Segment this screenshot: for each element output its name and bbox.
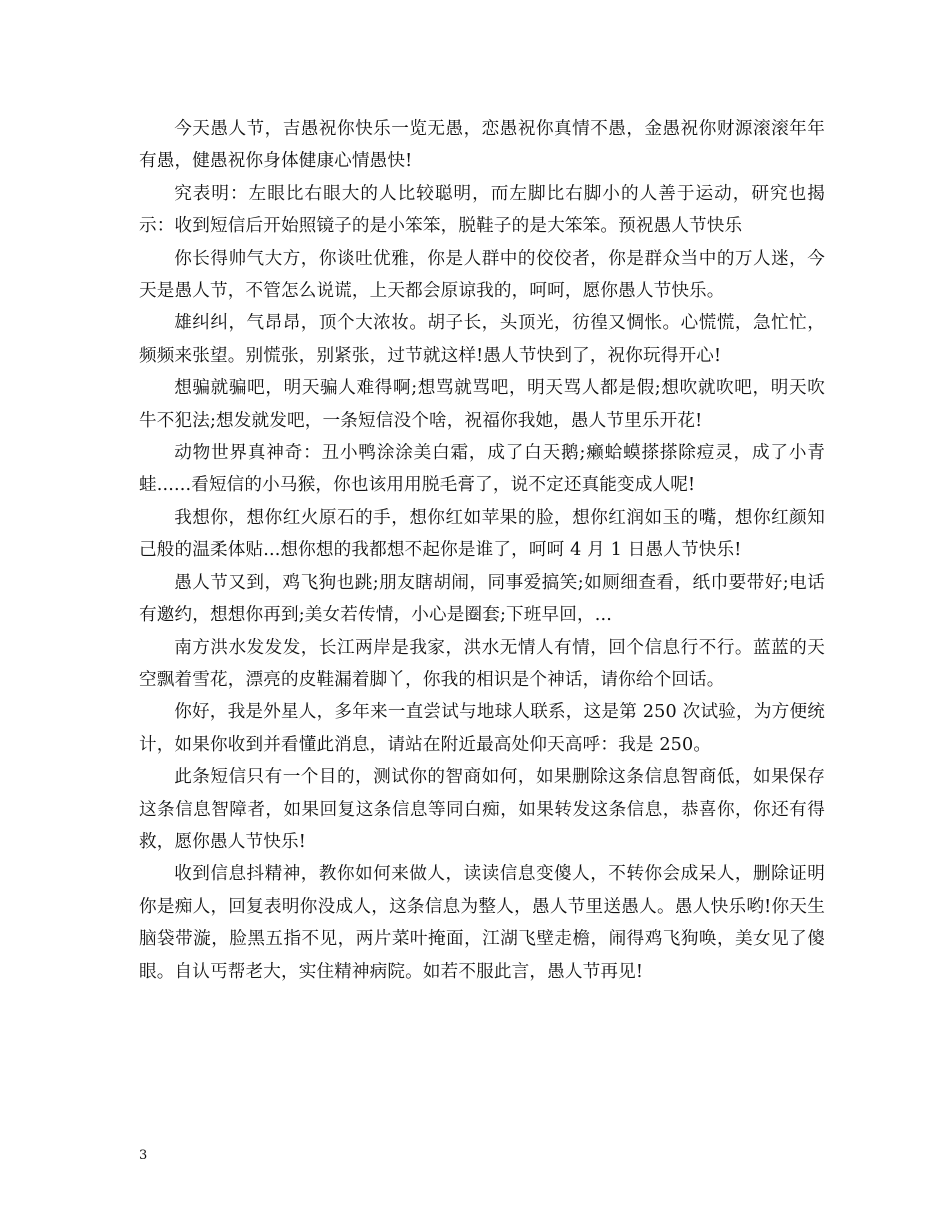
paragraph: 你好，我是外星人，多年来一直尝试与地球人联系，这是第 250 次试验，为方便统计，如果你收到并看懂此消息，请站在附近最高处仰天高呼：我是 250。 — [139, 702, 825, 755]
paragraph: 今天愚人节，吉愚祝你快乐一览无愚，恋愚祝你真情不愚，金愚祝你财源滚滚年年有愚，健愚祝你身体健康心情愚快! — [139, 119, 825, 172]
paragraph: 此条短信只有一个目的，测试你的智商如何，如果删除这条信息智商低，如果保存这条信息智障者，如果回复这条信息等同白痴，如果转发这条信息，恭喜你，你还有得救，愿你愚人节快乐! — [139, 767, 825, 852]
paragraph: 南方洪水发发发，长江两岸是我家，洪水无情人有情，回个信息行不行。蓝蓝的天空飘着雪花，漂亮的皮鞋漏着脚丫，你我的相识是个神话，请你给个回话。 — [139, 637, 825, 690]
paragraph: 我想你，想你红火原石的手，想你红如苹果的脸，想你红润如玉的嘴，想你红颜知己般的温柔体贴...想你想的我都想不起你是谁了，呵呵 4 月 1 日愚人节快乐! — [139, 507, 825, 561]
paragraph: 你长得帅气大方，你谈吐优雅，你是人群中的佼佼者，你是群众当中的万人迷，今天是愚人节，不管怎么说谎，上天都会原谅我的，呵呵，愿你愚人节快乐。 — [139, 248, 825, 302]
paragraph: 收到信息抖精神，教你如何来做人，读读信息变傻人，不转你会成呆人，删除证明你是痴人，回复表明你没成人，这条信息为整人，愚人节里送愚人。愚人快乐哟!你天生脑袋带漩，脸黑五指不见，两片菜叶掩面，江湖飞壁走檐，闹得鸡飞狗唤，美女见了傻眼。自认丐帮老大，实住精神病院。如若不服此言，愚人节再见! — [139, 864, 825, 982]
paragraph: 究表明：左眼比右眼大的人比较聪明，而左脚比右脚小的人善于运动，研究也揭示：收到短信后开始照镜子的是小笨笨，脱鞋子的是大笨笨。预祝愚人节快乐 — [139, 183, 825, 237]
document-body — [139, 113, 825, 988]
paragraph: 动物世界真神奇：丑小鸭涂涂美白霜，成了白天鹅;癞蛤蟆搽搽除痘灵，成了小青蛙......看短信的小马猴，你也该用用脱毛膏了，说不定还真能变成人呢! — [139, 443, 825, 496]
page-number: 3 — [139, 1148, 148, 1163]
paragraph: 想骗就骗吧，明天骗人难得啊;想骂就骂吧，明天骂人都是假;想吹就吹吧，明天吹牛不犯法;想发就发吧，一条短信没个啥，祝福你我她，愚人节里乐开花! — [139, 378, 825, 431]
paragraph: 愚人节又到，鸡飞狗也跳;朋友瞎胡闹，同事爱搞笑;如厕细查看，纸巾要带好;电话有邀约，想想你再到;美女若传情，小心是圈套;下班早回，... — [139, 572, 825, 626]
paragraph: 雄纠纠，气昂昂，顶个大浓妆。胡子长，头顶光，彷徨又惆怅。心慌慌，急忙忙，频频来张望。别慌张，别紧张，过节就这样!愚人节快到了，祝你玩得开心! — [139, 313, 825, 366]
